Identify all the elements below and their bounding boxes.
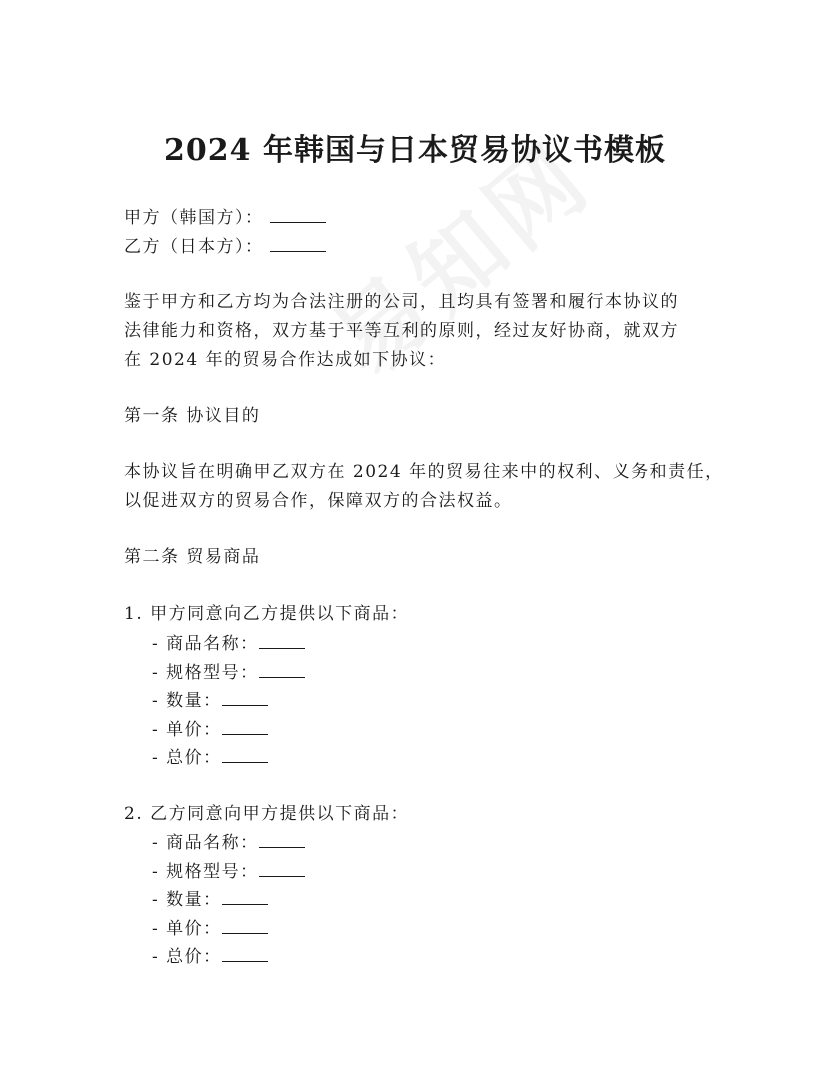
clause-1-field-total-price [152,746,268,769]
preamble-line: 法律能力和资格，双方基于平等互利的原则，经过友好协商，就双方 [124,321,679,341]
clause-1-intro: 1. 甲方同意向乙方提供以下商品： [124,604,410,624]
party-a-blank[interactable] [270,206,326,223]
clause-1-field-unit-price [152,718,268,741]
article-1-heading: 第一条 协议目的 [124,406,261,426]
field-label: - 数量： [152,691,222,711]
clause-2-field-product-name [152,831,305,854]
party-b-line [124,235,326,258]
party-a-label: 甲方（韩国方）： [124,208,264,228]
document-title: 2024 年韩国与日本贸易协议书模板 [164,133,666,168]
field-label: - 商品名称： [152,833,259,853]
field-blank[interactable] [222,917,268,934]
field-blank[interactable] [259,632,305,649]
party-b-blank[interactable] [270,235,326,252]
clause-1-field-spec [152,661,305,684]
field-blank[interactable] [222,746,268,763]
field-blank[interactable] [222,689,268,706]
field-label: - 规格型号： [152,663,259,683]
field-label: - 商品名称： [152,634,259,654]
clause-2-field-spec [152,860,305,883]
field-label: - 数量： [152,890,222,910]
field-label: - 单价： [152,720,222,740]
party-a-line [124,206,326,229]
clause-1-field-quantity [152,689,268,712]
clause-2-field-total-price [152,945,268,968]
clause-2-field-unit-price [152,917,268,940]
field-blank[interactable] [259,831,305,848]
field-label: - 规格型号： [152,862,259,882]
article-1-body-line: 本协议旨在明确甲乙双方在 2024 年的贸易往来中的权利、义务和责任， [124,462,724,482]
article-2-heading: 第二条 贸易商品 [124,547,261,567]
field-blank[interactable] [222,718,268,735]
preamble-line: 在 2024 年的贸易合作达成如下协议： [124,350,447,370]
clause-1-field-product-name [152,632,305,655]
field-blank[interactable] [222,945,268,962]
article-1-body-line: 以促进双方的贸易合作，保障双方的合法权益。 [124,491,513,511]
field-blank[interactable] [259,661,305,678]
field-label: - 单价： [152,919,222,939]
field-label: - 总价： [152,947,222,967]
field-blank[interactable] [259,860,305,877]
clause-2-field-quantity [152,888,268,911]
preamble-line: 鉴于甲方和乙方均为合法注册的公司，且均具有签署和履行本协议的 [124,292,679,312]
party-b-label: 乙方（日本方）： [124,237,264,257]
field-label: - 总价： [152,748,222,768]
field-blank[interactable] [222,888,268,905]
clause-2-intro: 2. 乙方同意向甲方提供以下商品： [124,804,410,824]
